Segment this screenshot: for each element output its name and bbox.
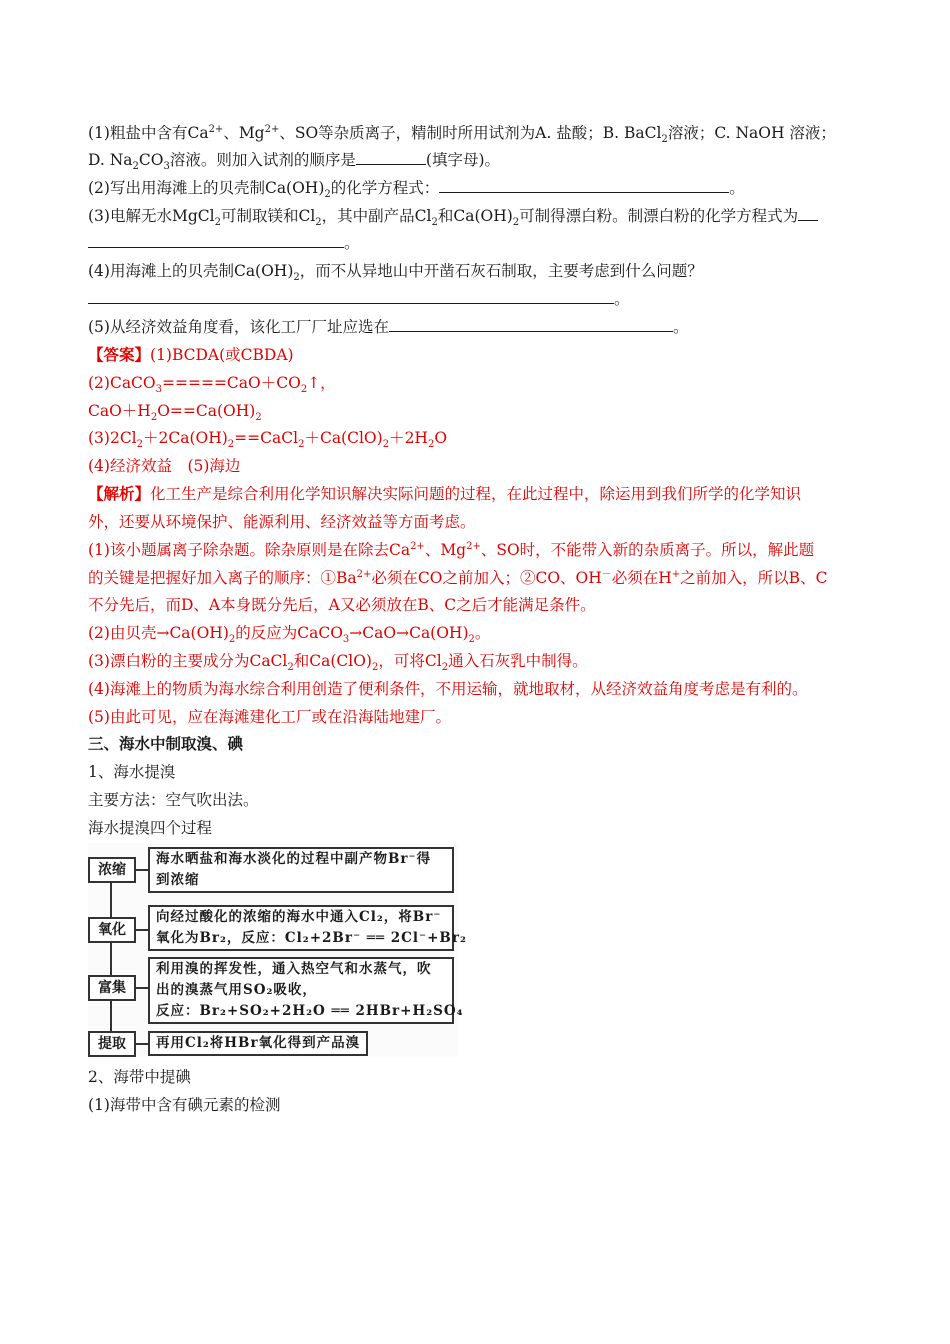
text: O==Ca(OH) bbox=[157, 402, 256, 420]
text: 外，还要从环境保护、能源利用、经济效益等方面考虑。 bbox=[88, 513, 476, 531]
subscript: 2 bbox=[315, 217, 322, 229]
text: (3)2Cl bbox=[88, 429, 137, 447]
text: (4)海滩上的物质为海水综合利用创造了便利条件，不用运输，就地取材，从经济效益角度考虑是有利的。 bbox=[88, 680, 808, 698]
analysis-p3 bbox=[88, 567, 868, 589]
text: (填字母)。 bbox=[425, 151, 500, 169]
subscript: 2 bbox=[382, 439, 390, 451]
text: ↑， bbox=[307, 374, 336, 392]
text: 。 bbox=[729, 179, 745, 197]
text: (2)CaCO bbox=[88, 374, 156, 392]
superscript: + bbox=[671, 568, 681, 580]
analysis-tag: 【解析】 bbox=[88, 484, 151, 503]
question-4-line-1 bbox=[88, 260, 868, 282]
step-box-enrich bbox=[148, 957, 464, 1024]
subscript: 3 bbox=[342, 634, 350, 646]
subsection-1-process: 海水提溴四个过程 bbox=[88, 819, 213, 837]
text: 之前加入，所以B、C bbox=[680, 569, 828, 587]
subsection-1-title: 1、海水提溴 bbox=[88, 763, 176, 781]
text: (4)用海滩上的贝壳制Ca(OH) bbox=[88, 262, 294, 280]
question-4-line-2 bbox=[88, 288, 868, 310]
box-text: 到浓缩 bbox=[156, 872, 200, 888]
answer-blank[interactable] bbox=[88, 232, 344, 248]
text: (4)经济效益 (5)海边 bbox=[88, 457, 241, 475]
text: O bbox=[434, 429, 448, 447]
question-5 bbox=[88, 316, 868, 338]
text: (2)由贝壳→Ca(OH) bbox=[88, 624, 229, 642]
text: CO bbox=[138, 151, 164, 169]
text: (3)电解无水MgCl bbox=[88, 207, 215, 225]
subsection-2-sub: (1)海带中含有碘元素的检测 bbox=[88, 1096, 281, 1114]
text: 、SO等杂质离子，精制时所用试剂为A. 盐酸；B. BaCl bbox=[279, 124, 662, 142]
subscript: 2 bbox=[441, 662, 449, 674]
text: ＋Ca(ClO) bbox=[304, 429, 383, 447]
subscript: 3 bbox=[155, 384, 162, 396]
box-text: 氧化为Br₂，反应：Cl₂+2Br⁻ ══ 2Cl⁻+Br₂ bbox=[156, 930, 467, 946]
question-1-line-2 bbox=[88, 149, 868, 171]
text: (1)该小题属离子除杂题。除杂原则是在除去Ca bbox=[88, 541, 411, 559]
text: 。 bbox=[672, 318, 689, 336]
analysis-p4 bbox=[88, 594, 868, 616]
text: ＋2Ca(OH) bbox=[143, 429, 228, 447]
text: (5)从经济效益角度看，该化工厂厂址应选在 bbox=[88, 318, 389, 336]
answer-4-5 bbox=[88, 455, 868, 477]
subscript: 2 bbox=[468, 634, 475, 646]
subscript: 2 bbox=[287, 662, 294, 674]
answer-tag: 【答案】 bbox=[88, 345, 151, 364]
subscript: 2 bbox=[298, 439, 305, 451]
box-text: 再用Cl₂将HBr氧化得到产品溴 bbox=[156, 1035, 361, 1051]
superscript: 2+ bbox=[208, 123, 224, 135]
section-heading: 三、海水中制取溴、碘 bbox=[88, 734, 244, 753]
text: 溶液。则加入试剂的顺序是 bbox=[169, 151, 356, 169]
answer-blank[interactable] bbox=[88, 288, 614, 304]
step-enrich: 富集 bbox=[88, 975, 136, 1001]
step-concentrate: 浓缩 bbox=[88, 857, 136, 883]
connector bbox=[136, 869, 148, 871]
connector bbox=[136, 987, 148, 989]
analysis-p5 bbox=[88, 622, 868, 644]
text: 和Ca(OH) bbox=[437, 207, 513, 225]
subscript: 2 bbox=[300, 384, 308, 396]
subscript: 2 bbox=[371, 662, 379, 674]
analysis-p1 bbox=[88, 483, 868, 505]
step-box-concentrate bbox=[148, 847, 454, 893]
text: 和Ca(ClO) bbox=[293, 652, 372, 670]
subscript: 2 bbox=[214, 217, 221, 229]
question-1-line-1 bbox=[88, 122, 868, 144]
box-text: 出的溴蒸气用SO₂吸收， bbox=[156, 982, 317, 998]
box-text: 反应：Br₂+SO₂+2H₂O ══ 2HBr+H₂SO₄ bbox=[156, 1003, 464, 1019]
analysis-p2 bbox=[88, 539, 868, 561]
analysis-p8 bbox=[88, 706, 868, 728]
superscript: 2+ bbox=[356, 568, 372, 580]
text: 通入石灰乳中制得。 bbox=[448, 652, 588, 670]
text: (2)写出用海滩上的贝壳制Ca(OH) bbox=[88, 179, 325, 197]
subscript: 2 bbox=[431, 217, 438, 229]
analysis-p6 bbox=[88, 650, 868, 672]
text: 可制得漂白粉。制漂白粉的化学方程式为 bbox=[519, 207, 799, 225]
subscript: 2 bbox=[512, 217, 520, 229]
text: ，其中副产品Cl bbox=[321, 207, 432, 225]
text: 、SO时，不能带入新的杂质离子。所以，解此题 bbox=[480, 541, 815, 559]
step-box-extract bbox=[148, 1031, 368, 1056]
step-oxidize: 氧化 bbox=[88, 917, 136, 943]
answer-blank[interactable] bbox=[389, 316, 673, 332]
answer-blank[interactable] bbox=[798, 205, 818, 221]
box-text: 海水晒盐和海水淡化的过程中副产物Br⁻得 bbox=[156, 851, 432, 867]
text: D. Na bbox=[88, 151, 133, 169]
subscript: 2 bbox=[661, 134, 668, 146]
subsection-2-title: 2、海带中提碘 bbox=[88, 1068, 191, 1086]
subsection-1-method: 主要方法：空气吹出法。 bbox=[88, 791, 259, 809]
text: (1)粗盐中含有Ca bbox=[88, 124, 209, 142]
text: ==CaCl bbox=[234, 429, 299, 447]
text: =====CaO＋CO bbox=[162, 374, 301, 392]
subscript: 2 bbox=[293, 272, 300, 284]
box-text: 利用溴的挥发性，通入热空气和水蒸气，吹 bbox=[156, 961, 432, 977]
text: 。 bbox=[344, 234, 360, 252]
text: 。 bbox=[614, 290, 630, 308]
superscript: 2+ bbox=[466, 540, 481, 552]
text: ＋2H bbox=[389, 429, 428, 447]
subscript: 3 bbox=[163, 161, 170, 173]
answer-3 bbox=[88, 427, 868, 449]
text: CaO＋H bbox=[88, 402, 151, 420]
text: 化工生产是综合利用化学知识解决实际问题的过程，在此过程中，除运用到我们所学的化学知识 bbox=[150, 485, 802, 503]
text: 的反应为CaCO bbox=[235, 624, 343, 642]
subscript: 2 bbox=[132, 161, 139, 173]
answer-2 bbox=[88, 372, 868, 394]
subscript: 2 bbox=[427, 439, 435, 451]
text: 必须在CO之前加入；②CO、OH bbox=[371, 569, 602, 587]
text: (5)由此可见，应在海滩建化工厂或在沿海陆地建厂。 bbox=[88, 708, 451, 726]
answer-blank[interactable] bbox=[356, 149, 426, 165]
analysis-p7 bbox=[88, 678, 868, 700]
subscript: 2 bbox=[136, 439, 144, 451]
box-text: 向经过酸化的浓缩的海水中通入Cl₂，将Br⁻ bbox=[156, 909, 442, 925]
step-box-oxidize bbox=[148, 905, 467, 951]
connector bbox=[136, 929, 148, 931]
answer-1 bbox=[88, 344, 868, 366]
text: 溶液；C. NaOH 溶液； bbox=[667, 124, 836, 142]
superscript: 2+ bbox=[264, 123, 280, 135]
answer-blank[interactable] bbox=[439, 177, 729, 193]
subscript: 2 bbox=[227, 439, 235, 451]
question-3-line-2 bbox=[88, 232, 868, 254]
text: →CaO→Ca(OH) bbox=[349, 624, 469, 642]
text: 、Mg bbox=[424, 541, 467, 559]
text: (3)漂白粉的主要成分为CaCl bbox=[88, 652, 288, 670]
superscript: 2+ bbox=[410, 540, 425, 552]
superscript: － bbox=[601, 568, 612, 580]
connector bbox=[136, 1043, 148, 1045]
text: ，可将Cl bbox=[378, 652, 442, 670]
text: ，而不从异地山中开凿石灰石制取，主要考虑到什么问题？ bbox=[299, 262, 703, 280]
subscript: 2 bbox=[228, 634, 236, 646]
question-3-line-1 bbox=[88, 205, 868, 227]
question-2 bbox=[88, 177, 868, 199]
answer-2b bbox=[88, 400, 868, 422]
text: 、Mg bbox=[223, 124, 265, 142]
step-extract: 提取 bbox=[88, 1031, 136, 1057]
text: 必须在H bbox=[611, 569, 672, 587]
subscript: 2 bbox=[150, 412, 158, 424]
text: 可制取镁和Cl bbox=[220, 207, 316, 225]
text: (1)BCDA(或CBDA) bbox=[150, 346, 294, 364]
text: 的关键是把握好加入离子的顺序：①Ba bbox=[88, 569, 357, 587]
bromine-extraction-diagram bbox=[88, 843, 467, 1057]
flow-vertical-line bbox=[110, 871, 112, 1031]
subscript: 2 bbox=[255, 412, 262, 424]
text: 的化学方程式： bbox=[330, 179, 440, 197]
text: 不分先后，而D、A本身既分先后，A又必须放在B、C之后才能满足条件。 bbox=[88, 596, 596, 614]
analysis-p1b bbox=[88, 511, 868, 533]
text: 。 bbox=[474, 624, 491, 642]
subscript: 2 bbox=[324, 189, 331, 201]
